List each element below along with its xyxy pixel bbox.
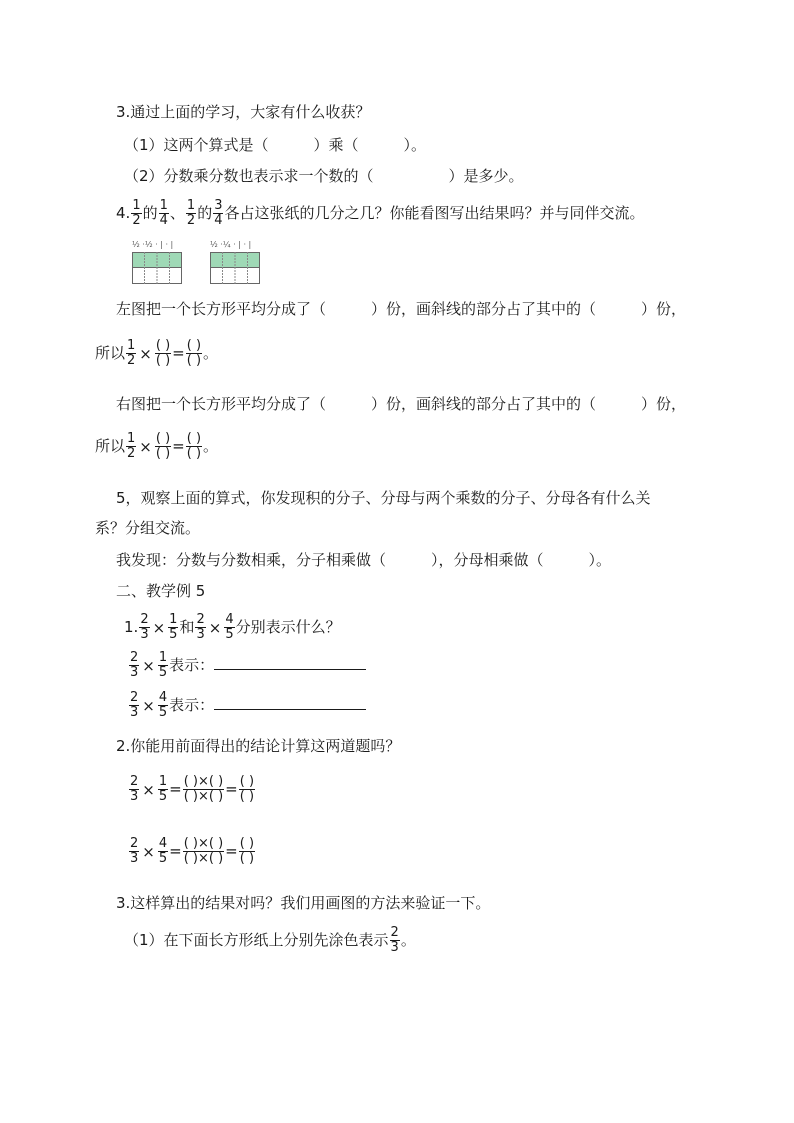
rectangle-halves-quarters-svg xyxy=(210,252,260,284)
fraction: $\frac{1}{5}$ xyxy=(169,612,178,642)
fraction: $\frac{4}{5}$ xyxy=(225,612,234,642)
fraction: $\frac{2}{3}$ xyxy=(130,650,139,680)
answer-blank[interactable] xyxy=(214,709,366,710)
q3-item2: （2）分数乘分数也表示求一个数的（ ）是多少。 xyxy=(124,167,524,185)
unshaded-half xyxy=(211,268,260,284)
calc-line-1: $\frac{2}{3}$ × $\frac{1}{5}$ = $\frac{( )\times( )}{( )\times( )}$ = $\frac{( )}{( )}$ xyxy=(130,774,255,804)
meaning-line-1: $\frac{2}{3}$ × $\frac{1}{5}$ 表示： xyxy=(128,648,366,683)
example-2-text: 2.你能用前面得出的结论计算这两道题吗？ xyxy=(116,737,401,755)
fraction: $\frac{2}{3}$ xyxy=(130,836,139,866)
rectangle-diagram-right: ½ ·¼ · | · | xyxy=(210,240,260,288)
fraction: $\frac{2}{3}$ xyxy=(130,774,139,804)
fraction: $\frac{1}{2}$ xyxy=(186,198,196,228)
q5-line2: 系？分组交流。 xyxy=(95,519,201,537)
example-3-item: （1）在下面长方形纸上分别先涂色表示 $\frac{2}{3}$ 。 xyxy=(124,925,416,955)
blank-fraction: $\frac{( )\times( )}{( )\times( )}$ xyxy=(183,774,224,804)
fraction: $\frac{2}{3}$ xyxy=(140,612,149,642)
fraction: $\frac{1}{2}$ xyxy=(127,431,136,461)
fraction: $\frac{4}{5}$ xyxy=(158,836,168,866)
blank-fraction: $\frac{( )}{( )}$ xyxy=(239,836,255,866)
blank-fraction: $\frac{( )}{( )}$ xyxy=(186,338,202,368)
blank-fraction: $\frac{( )}{( )}$ xyxy=(186,431,202,461)
unshaded-half xyxy=(133,268,182,284)
q5-found: 我发现：分数与分数相乘，分子相乘做（ ），分母相乘做（ ）。 xyxy=(116,551,612,569)
blank-fraction: $\frac{( )\times( )}{( )\times( )}$ xyxy=(183,836,224,866)
fraction: $\frac{1}{5}$ xyxy=(158,774,168,804)
fraction: $\frac{4}{5}$ xyxy=(158,690,168,720)
q3-title: 3.通过上面的学习，大家有什么收获？ xyxy=(116,103,371,121)
right-diagram-text: 右图把一个长方形平均分成了（ ）份，画斜线的部分占了其中的（ ）份， xyxy=(116,395,687,413)
calc-line-2: $\frac{2}{3}$ × $\frac{4}{5}$ = $\frac{( )\times( )}{( )\times( )}$ = $\frac{( )}{( )}$ xyxy=(130,836,255,866)
answer-blank[interactable] xyxy=(214,669,366,670)
fraction: $\frac{1}{2}$ xyxy=(132,198,141,228)
left-diagram-text: 左图把一个长方形平均分成了（ ）份，画斜线的部分占了其中的（ ）份， xyxy=(116,300,687,318)
left-equation: 所以 $\frac{1}{2}$ × $\frac{( )}{( )}$ = $\frac{( )}{( )}$ 。 xyxy=(95,338,219,368)
q5-line1: 5，观察上面的算式，你发现积的分子、分母与两个乘数的分子、分母各有什么关 xyxy=(116,489,651,507)
blank-fraction: $\frac{( )}{( )}$ xyxy=(155,338,171,368)
section-2-title: 二、教学例 5 xyxy=(116,582,206,600)
rectangle-diagram-left: ½ ·½ · | · | xyxy=(132,240,182,288)
example-3-text: 3.这样算出的结果对吗？我们用画图的方法来验证一下。 xyxy=(116,894,491,912)
rectangle-halves-quarters-svg xyxy=(132,252,182,284)
q3-item1: （1）这两个算式是（ ）乘（ ）。 xyxy=(124,136,427,154)
fraction: $\frac{2}{3}$ xyxy=(130,690,139,720)
fraction: $\frac{2}{3}$ xyxy=(196,612,205,642)
fraction: $\frac{2}{3}$ xyxy=(390,925,399,955)
fraction: $\frac{1}{4}$ xyxy=(159,198,168,228)
fraction: $\frac{3}{4}$ xyxy=(214,198,223,228)
meaning-line-2: $\frac{2}{3}$ × $\frac{4}{5}$ 表示： xyxy=(128,688,366,723)
blank-fraction: $\frac{( )}{( )}$ xyxy=(155,431,171,461)
blank-fraction: $\frac{( )}{( )}$ xyxy=(239,774,255,804)
q4-line: 4. $\frac{1}{2}$ 的 $\frac{1}{4}$ 、 $\frac{1}{2}$ 的 $\frac{3}{4}$ 各占这张纸的几分之几？你能看图写出结果吗？并与同伴交流。 xyxy=(116,198,645,228)
fraction: $\frac{1}{5}$ xyxy=(158,650,168,680)
example-1-line: 1. $\frac{2}{3}$ × $\frac{1}{5}$ 和 $\frac{2}{3}$ × $\frac{4}{5}$ 分别表示什么？ xyxy=(124,612,341,642)
fraction: $\frac{1}{2}$ xyxy=(127,338,136,368)
right-equation: 所以 $\frac{1}{2}$ × $\frac{( )}{( )}$ = $\frac{( )}{( )}$ 。 xyxy=(95,431,219,461)
